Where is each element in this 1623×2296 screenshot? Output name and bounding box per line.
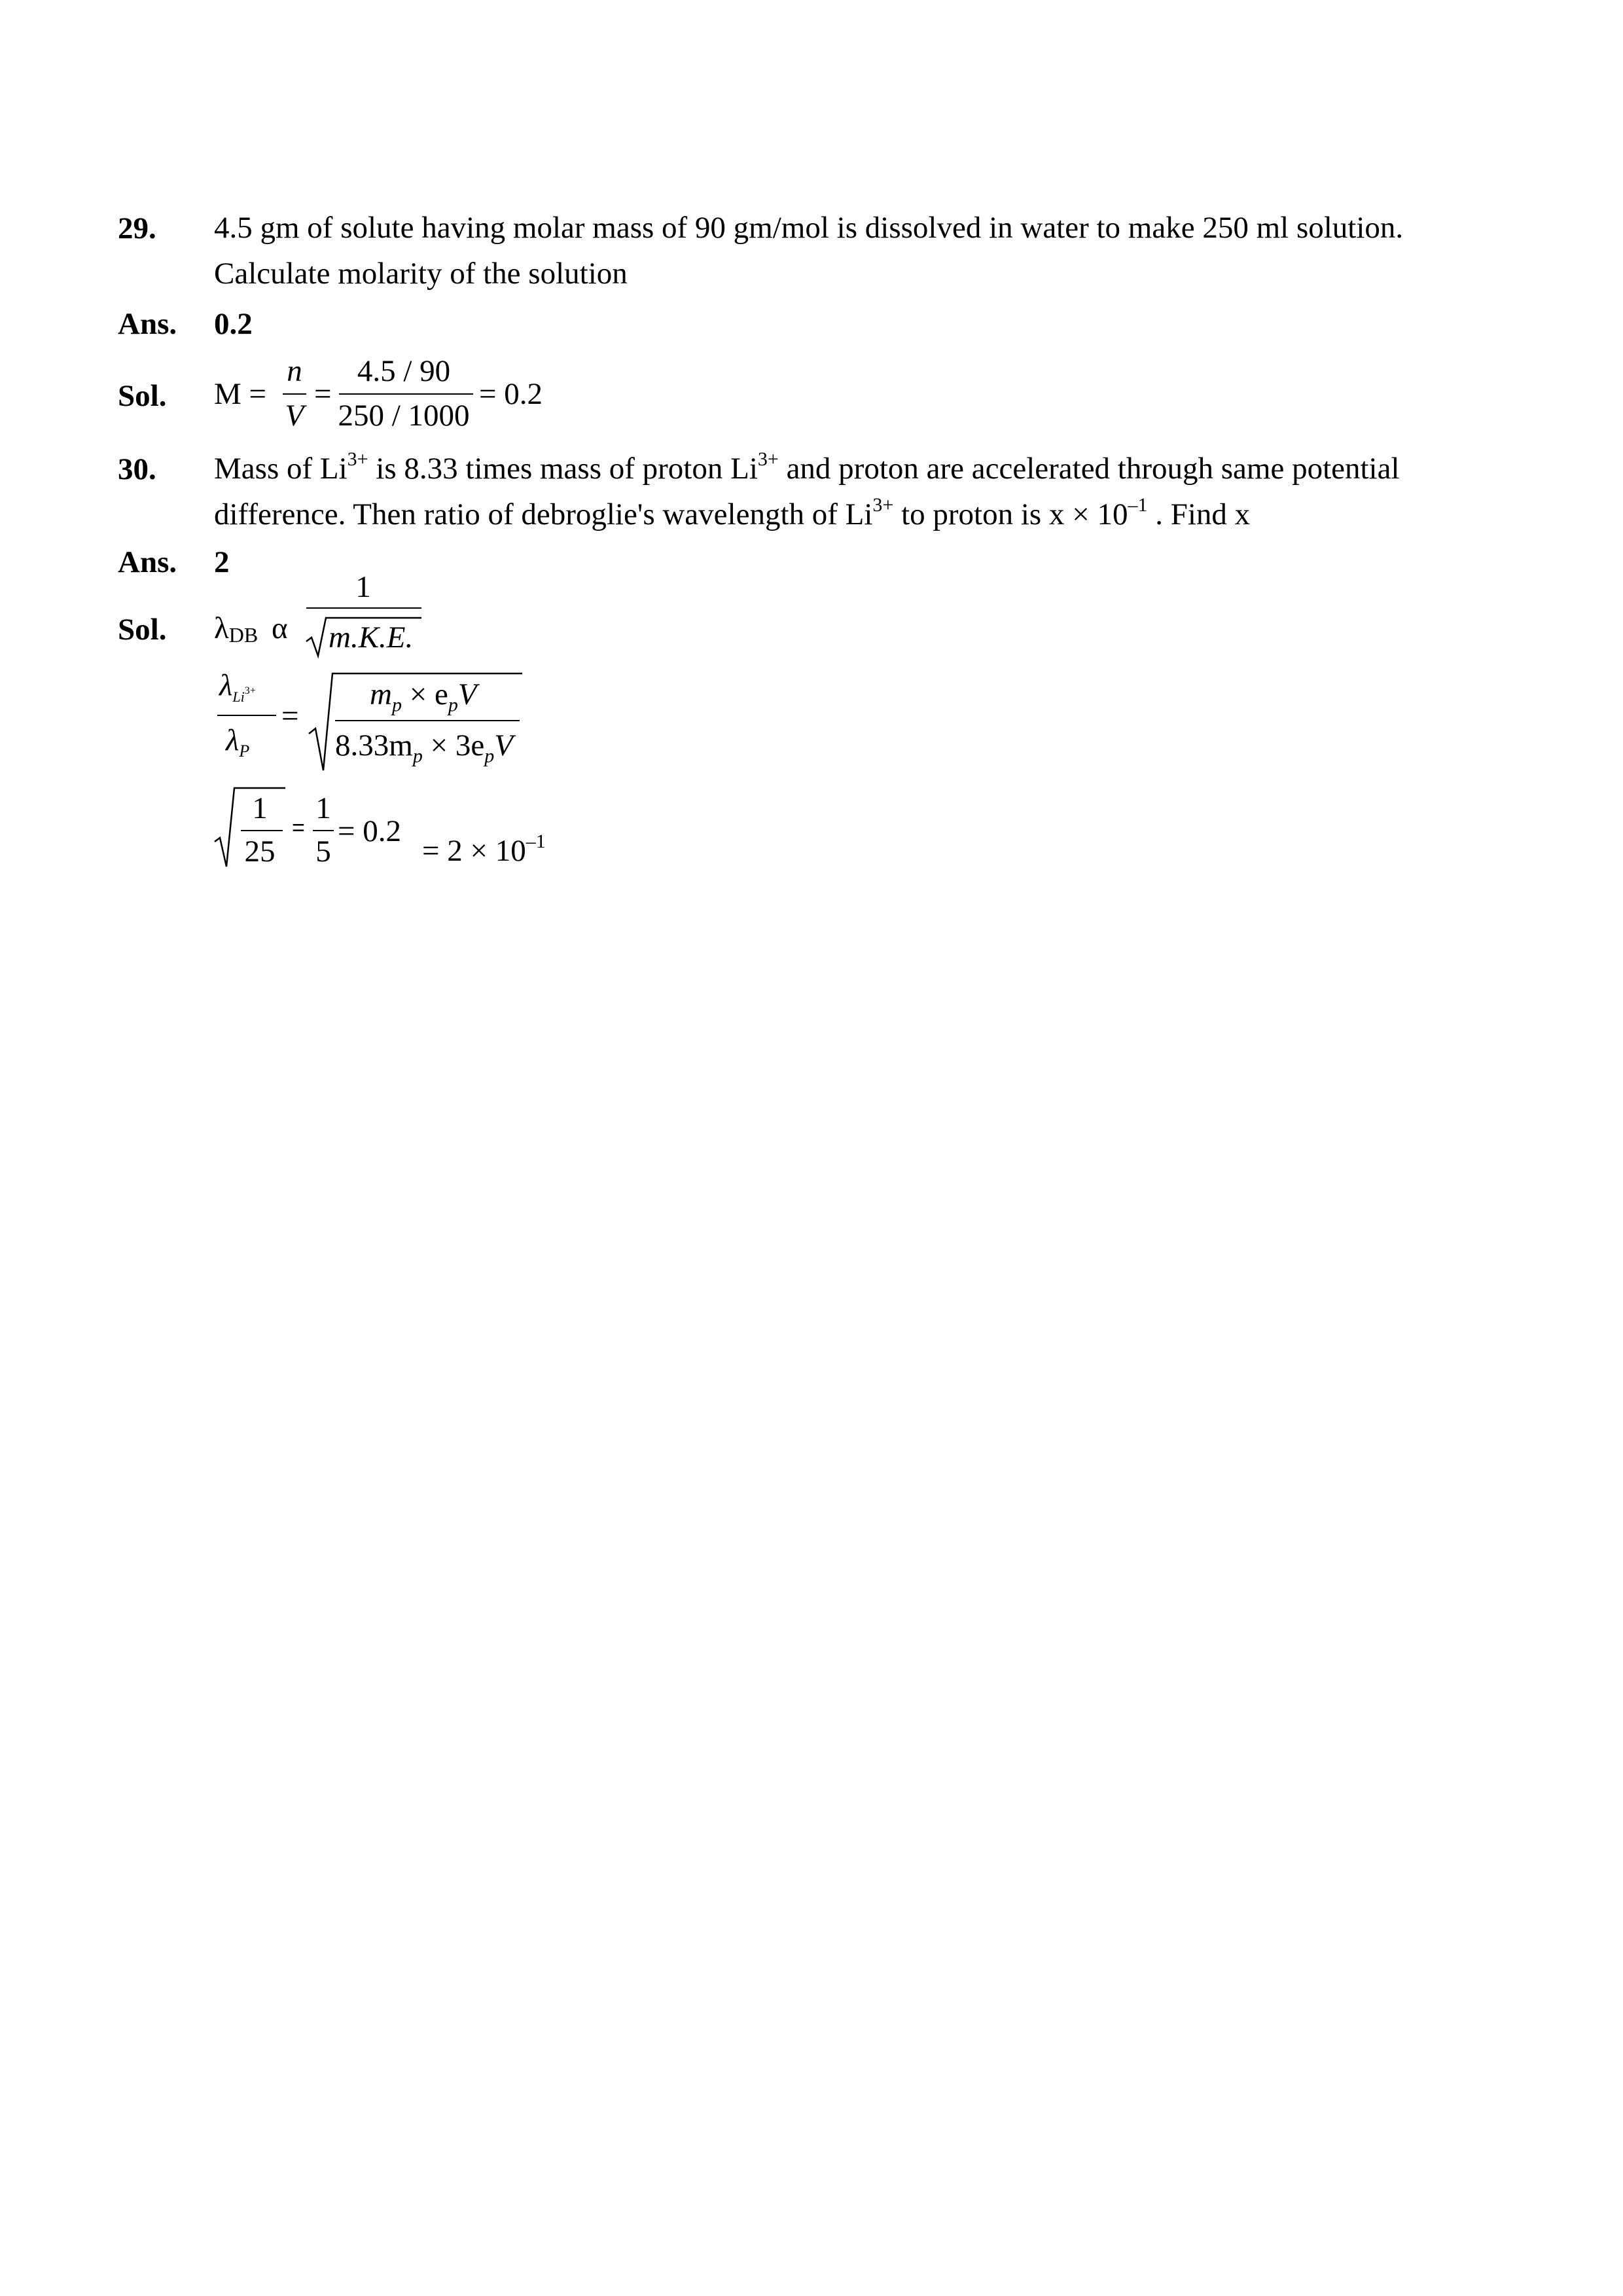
answer-value: 2 [214, 545, 230, 579]
eq-result: = 0.2 [479, 377, 543, 411]
solution-label: Sol. [118, 379, 167, 413]
question-number: 29. [118, 211, 156, 245]
eq-sign: = [281, 699, 299, 733]
frac-25: 25 [244, 834, 276, 869]
frac-v: V [285, 399, 304, 433]
root-denominator: $8.33m_p \times 3e_pV$ [335, 728, 513, 767]
question-number: 30. [118, 452, 156, 486]
answer-value: 0.2 [214, 307, 253, 341]
frac-denominator: m.K.E. [329, 620, 414, 655]
frac-one: 1 [252, 791, 268, 825]
lambda-li: $\lambda_{Li}3+$ [219, 668, 256, 705]
fraction-bar [241, 830, 283, 831]
eq-result: = 0.2 [338, 814, 402, 848]
frac-one: 1 [315, 791, 331, 825]
fraction-bar [339, 393, 473, 395]
question-text-line-1: Mass of $Li^{3+}$ is 8.33 times mass of proton $Li^{3+}$ and proton are accelerated through same potential [214, 448, 1400, 486]
frac-numerator: 4.5 / 90 [357, 354, 451, 388]
question-text-line-2: Calculate molarity of the solution [214, 257, 628, 291]
frac-5: 5 [315, 834, 331, 869]
answer-label: Ans. [118, 545, 177, 579]
question-text-line-1: 4.5 gm of solute having molar mass of 90 gm/mol is dissolved in water to make 250 ml solution. [214, 211, 1404, 245]
eq-sign: = [292, 816, 305, 840]
fraction-bar [306, 607, 421, 609]
fraction-bar [217, 715, 276, 716]
root-numerator: $m_p \times e_pV$ [370, 677, 477, 716]
solution-label: Sol. [118, 613, 167, 647]
final-result: = $2 \times 10^{-1}$ [422, 831, 546, 868]
lambda-db: λDB [214, 611, 259, 647]
frac-one: 1 [355, 570, 371, 604]
frac-denominator: 250 / 1000 [338, 399, 470, 433]
eq-sign: = [314, 377, 332, 411]
question-text-line-2: difference. Then ratio of debroglie's wavelength of $Li^{3+}$ to proton is $x \times 10^{-1}$ . Find x [214, 494, 1251, 531]
frac-n: n [287, 354, 302, 388]
lambda-p: $\lambda_P$ [226, 723, 250, 761]
fraction-bar [335, 720, 520, 721]
eq-lhs: M = [214, 377, 267, 411]
alpha-symbol: α [272, 611, 288, 645]
fraction-bar [313, 830, 334, 831]
fraction-bar [283, 393, 306, 395]
answer-label: Ans. [118, 307, 177, 341]
